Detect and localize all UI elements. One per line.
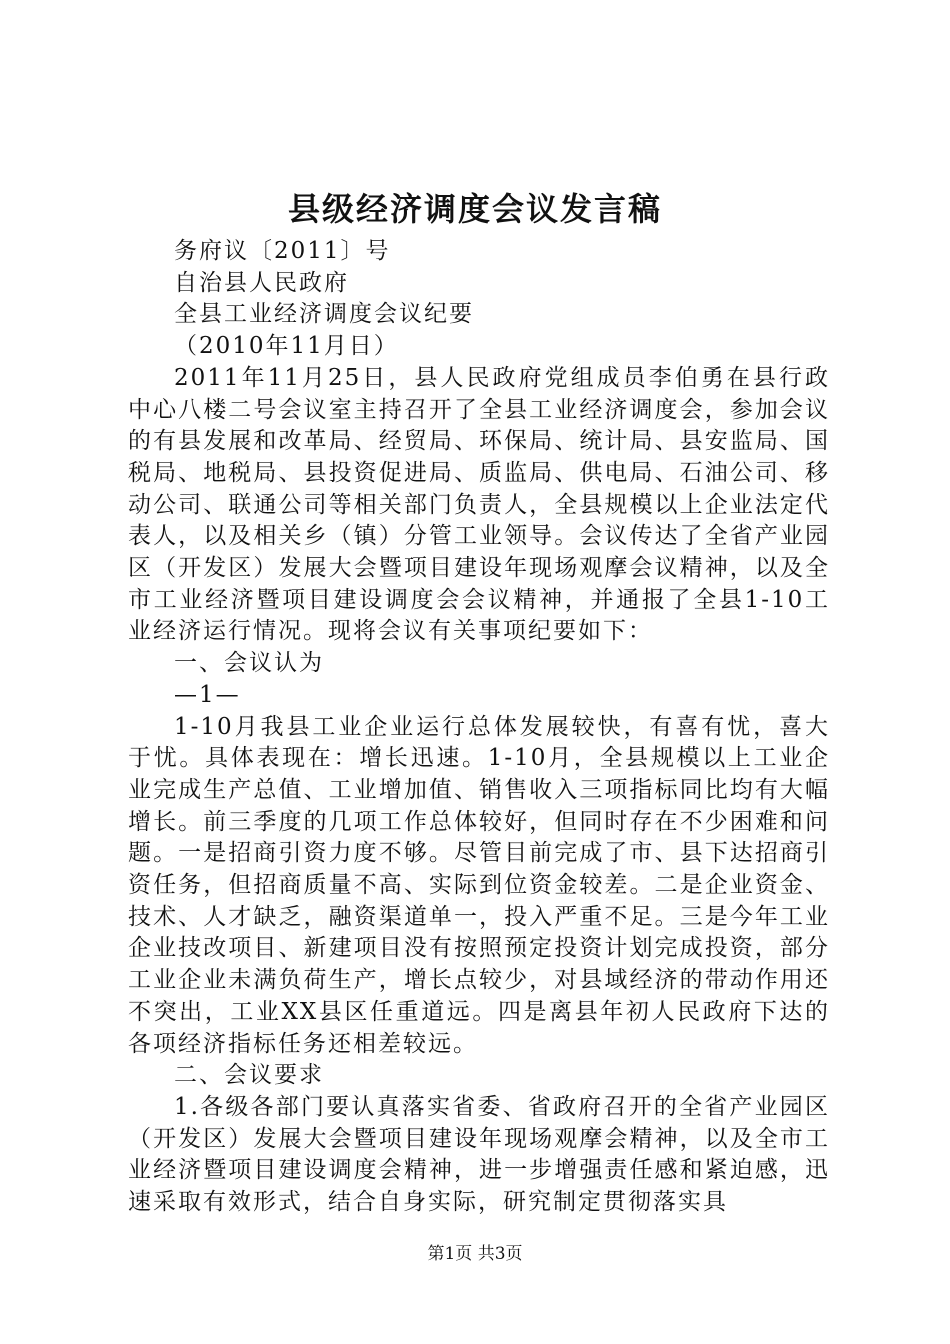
paragraph-intro: 2011年11月25日，县人民政府党组成员李伯勇在县行政中心八楼二号会议室主持召开了全县工业经济调度会，参加会议的有县发展和改革局、经贸局、环保局、统计局、县安监局、国税局、地税局、县投资促进局、质监局、供电局、石油公司、移动公司、联通公司等相关部门负责人，全县规模以上企业法定代表人，以及相关乡（镇）分管工业领导。会议传达了全省产业园区（开发区）发展大会暨项目建设年现场观摩会议精神，以及全市工业经济暨项目建设调度会会议精神，并通报了全县1-10工业经济运行情况。现将会议有关事项纪要如下： <box>128 364 830 645</box>
paragraph-assessment: 1-10月我县工业企业运行总体发展较快，有喜有忧，喜大于忧。具体表现在：增长迅速。1-10月，全县规模以上工业企业完成生产总值、工业增加值、销售收入三项指标同比均有大幅增长。前三季度的几项工作总体较好，但同时存在不少困难和问题。一是招商引资力度不够。尽管目前完成了市、县下达招商引资任务，但招商质量不高、实际到位资金较差。二是企业资金、技术、人才缺乏，融资渠道单一，投入严重不足。三是今年工业企业技改项目、新建项目没有按照预定投资计划完成投资，部分工业企业未满负荷生产，增长点较少，对县域经济的带动作用还不突出，工业XX县区任重道远。四是离县年初人民政府下达的各项经济指标任务还相差较远。 <box>128 713 830 1057</box>
issuing-authority: 自治县人民政府 <box>174 269 349 296</box>
document-number: 务府议〔2011〕号 <box>174 238 391 264</box>
document-body <box>128 236 830 1219</box>
paragraph-requirement-1: 1.各级各部门要认真落实省委、省政府召开的全省产业园区（开发区）发展大会暨项目建设年现场观摩会精神，以及全市工业经济暨项目建设调度会精神，进一步增强责任感和紧迫感，迅速采取有效形式，结合自身实际，研究制定贯彻落实具 <box>128 1093 830 1216</box>
inline-page-marker: —1— <box>174 681 241 708</box>
section-heading-1: 一、会议认为 <box>174 650 324 677</box>
minutes-date: （2010年11月日） <box>174 333 399 360</box>
section-heading-2: 二、会议要求 <box>174 1062 324 1089</box>
page-footer: 第1页 共3页 <box>427 1244 523 1264</box>
minutes-heading: 全县工业经济调度会议纪要 <box>174 301 474 328</box>
document-title: 县级经济调度会议发言稿 <box>287 190 662 228</box>
